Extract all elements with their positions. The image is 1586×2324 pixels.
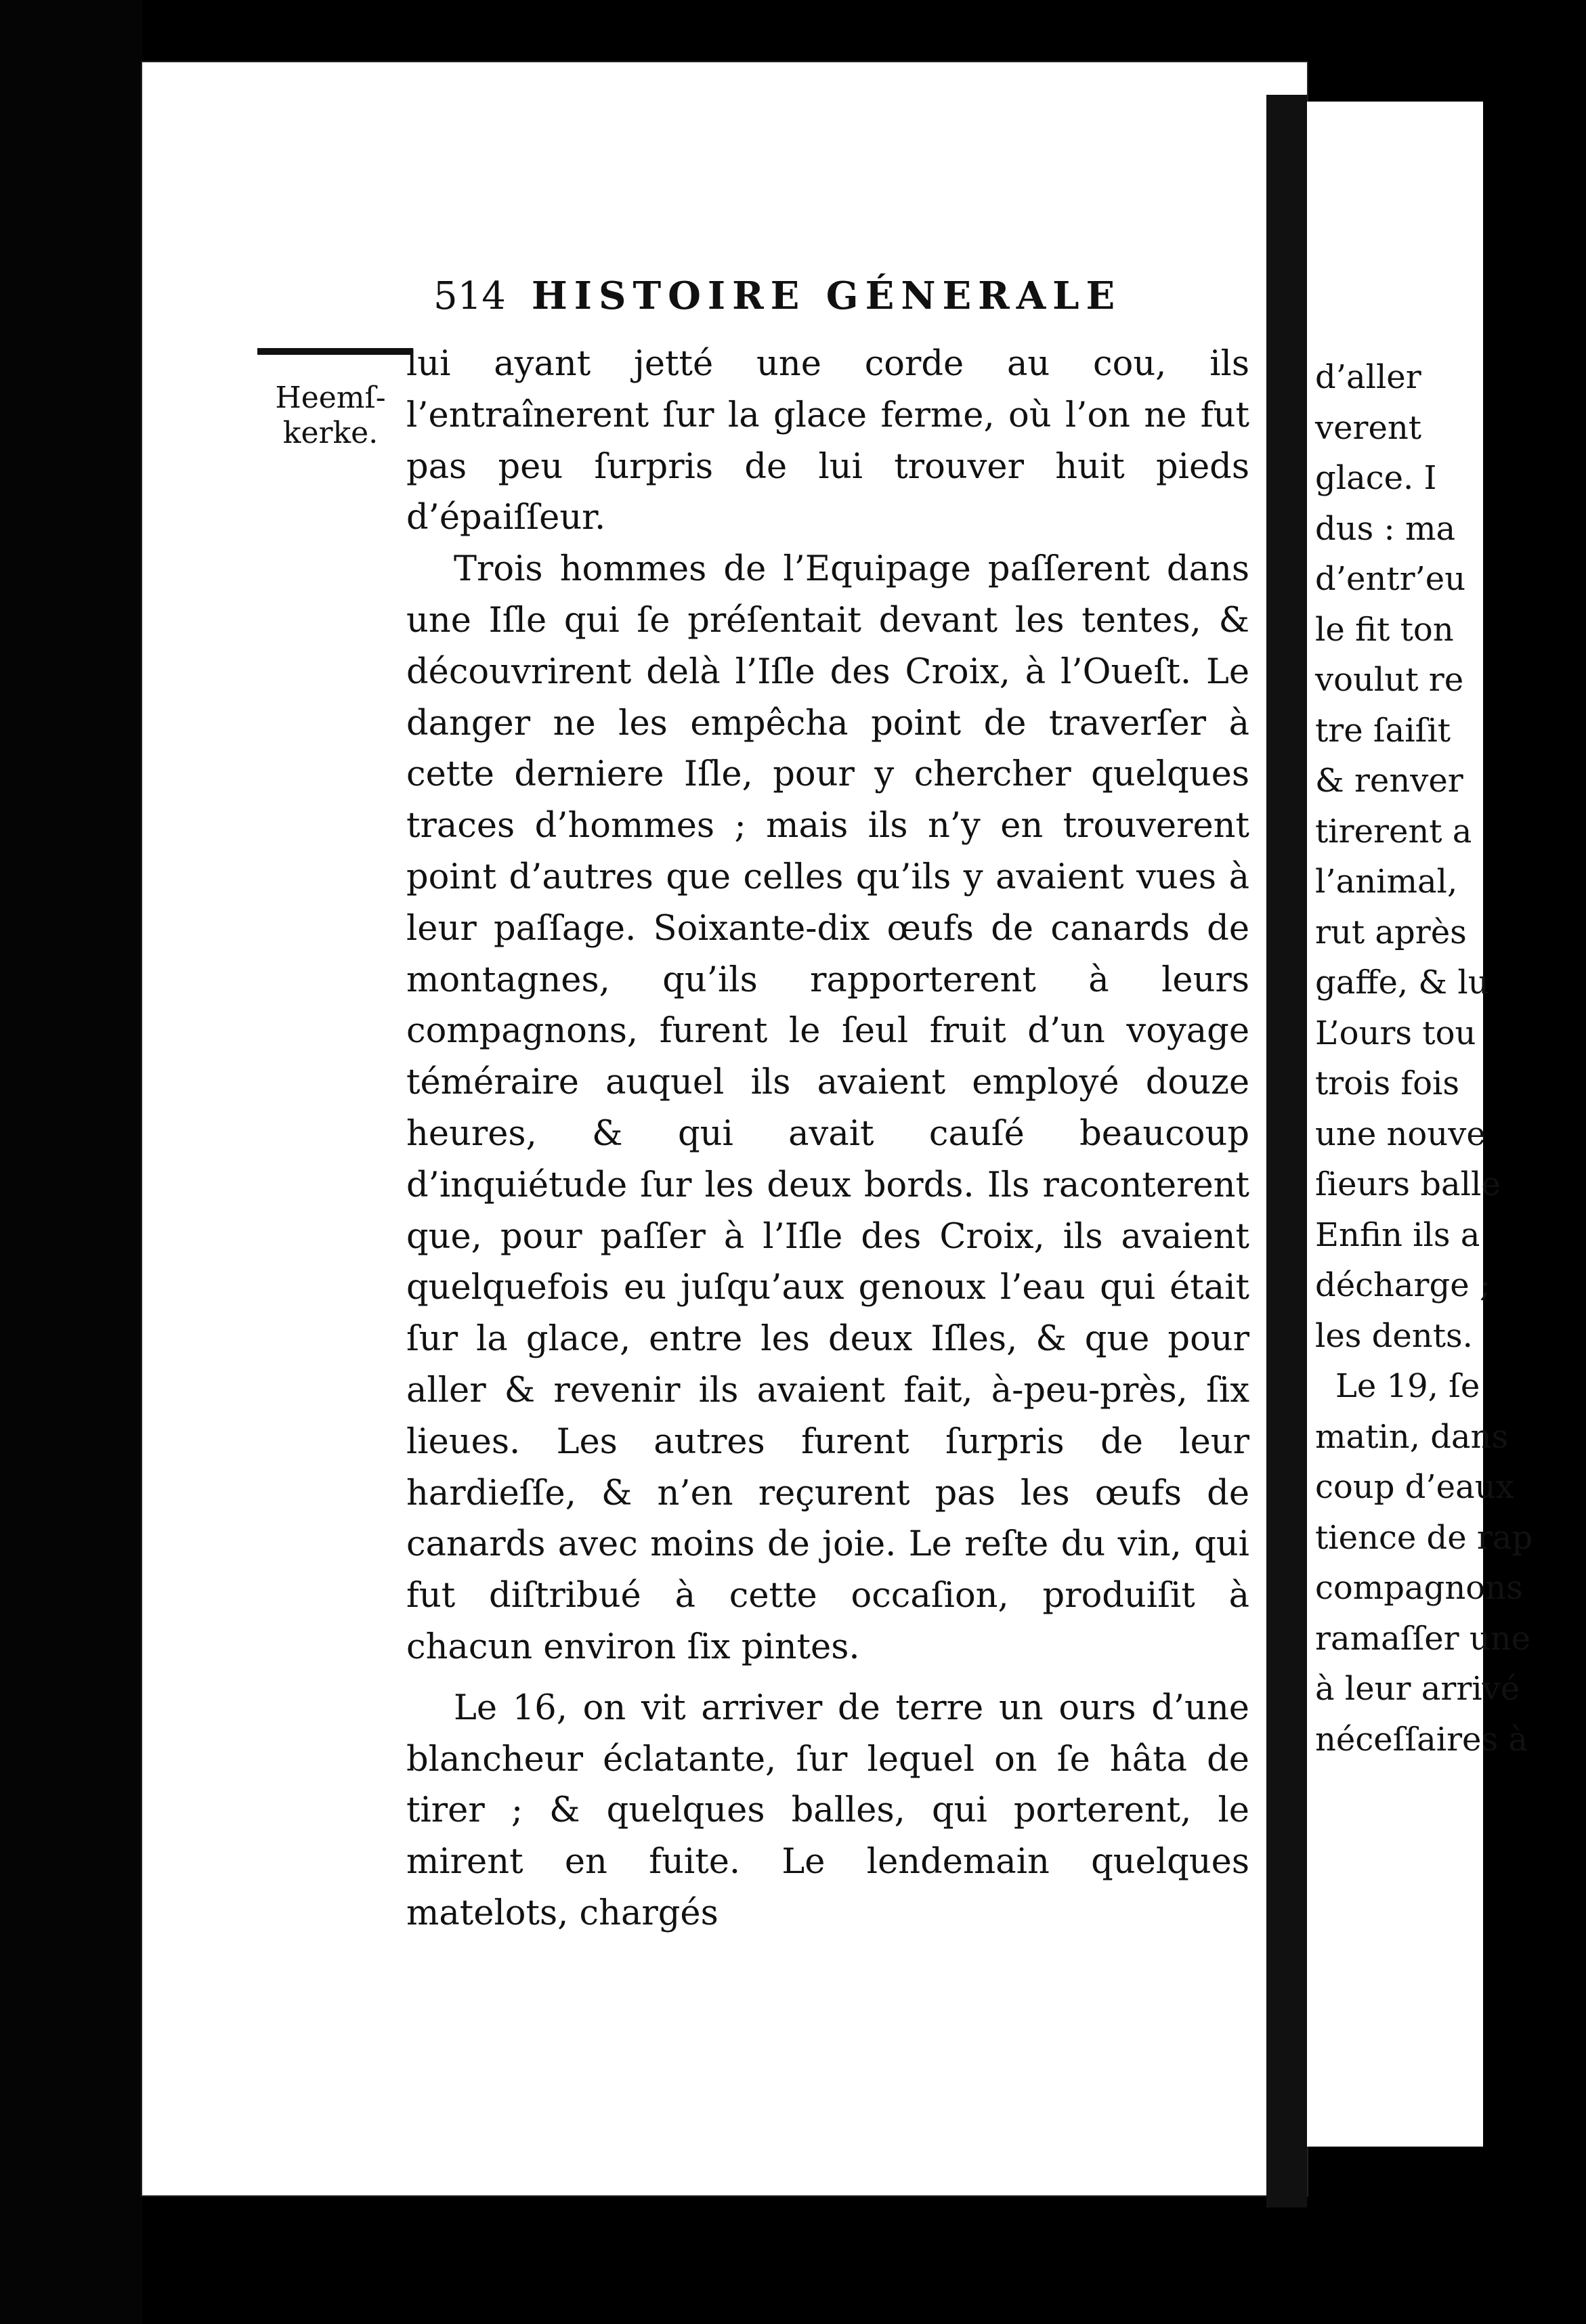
right-line: matin, dans bbox=[1315, 1417, 1509, 1456]
right-line: une nouve bbox=[1315, 1115, 1486, 1153]
right-line: dus : ma bbox=[1315, 509, 1456, 548]
right-line: tience de rap bbox=[1315, 1518, 1533, 1557]
right-line: décharge ; bbox=[1315, 1266, 1491, 1304]
right-line: l’animal, bbox=[1315, 863, 1458, 901]
right-line: ramaſſer une bbox=[1315, 1619, 1531, 1658]
paragraph: Trois hommes de l’Equipage paſſerent dans une Iſle qui ſe préſentait devant les tentes, & découvrirent delà l’Iſle des Croix, à l’Oueſt. Le danger ne les empêcha point de traverſer à cette derniere Iſle, pour y chercher quelques traces d’hommes ; mais ils n’y en trouverent point d’autres que celles qu’ils y avaient vues à leur paſſage. Soixante-dix œufs de canards de montagnes, qu’ils rapporterent à leurs compagnons, furent le ſeul fruit d’un voyage téméraire auquel ils avaient employé douze heures, & qui avait cauſé beaucoup d’inquiétude ſur les deux bords. Ils raconterent que, pour paſſer à l’Iſle des Croix, ils avaient quelquefois eu juſqu’aux genoux l’eau qui était ſur la glace, entre les deux Iſles, & que pour aller & revenir ils avaient fait, à-peu-près, ſix lieues. Les autres furent ſurpris de leur hardieſſe, & n’en reçurent pas les œufs de canards avec moins de joie. Le reſte du vin, qui fut diſtribué à cette occaſion, produiſit à chacun environ ſix pintes. bbox=[406, 549, 1249, 1667]
right-line: coup d’eaux bbox=[1315, 1468, 1514, 1506]
right-line: L’ours tou bbox=[1315, 1014, 1476, 1052]
right-line: compagnons bbox=[1315, 1569, 1523, 1607]
right-line: les dents. bbox=[1315, 1316, 1473, 1355]
right-line: néceſſaires à bbox=[1315, 1720, 1528, 1759]
right-line: tre ſaiſit bbox=[1315, 711, 1451, 750]
right-line: tirerent a bbox=[1315, 812, 1472, 851]
running-title: HISTOIRE GÉNERALE bbox=[531, 274, 1122, 318]
right-line: d’entr’eu bbox=[1315, 560, 1466, 598]
paragraph: lui ayant jetté une corde au cou, ils l’entraînerent ſur la glace ferme, où l’on ne fut pas peu ſurpris de lui trouver huit pieds d’épaiſſeur. bbox=[406, 344, 1249, 538]
margin-note: Heemſ- kerke. bbox=[275, 381, 386, 450]
main-text bbox=[406, 339, 1249, 1939]
book-page-right bbox=[1307, 102, 1533, 2147]
right-line: à leur arrivé bbox=[1315, 1670, 1520, 1708]
right-line: rut après bbox=[1315, 913, 1467, 951]
right-line: verent bbox=[1315, 408, 1422, 447]
right-line: & renver bbox=[1315, 762, 1463, 800]
right-line: Le 19, ſe bbox=[1335, 1367, 1480, 1405]
margin-rule bbox=[257, 348, 413, 355]
right-line: trois fois bbox=[1315, 1064, 1460, 1102]
paragraph: Le 16, on vit arriver de terre un ours d’une blancheur éclatante, ſur lequel on ſe hâta de tirer ; & quelques balles, qui porterent, le mirent en fuite. Le lendemain quelques matelots, chargés bbox=[406, 1687, 1249, 1933]
right-line: ſieurs balle bbox=[1315, 1165, 1501, 1203]
scan-left-border bbox=[0, 0, 142, 2324]
book-gutter bbox=[1266, 95, 1307, 2208]
right-page-text bbox=[1315, 352, 1586, 1765]
right-line: Enfin ils a bbox=[1315, 1215, 1480, 1254]
right-line: voulut re bbox=[1315, 661, 1464, 699]
right-line: gaffe, & lu bbox=[1315, 964, 1489, 1002]
running-header bbox=[433, 274, 1121, 318]
right-line: glace. I bbox=[1315, 459, 1437, 497]
page-number: 514 bbox=[433, 274, 506, 318]
right-line: le fit ton bbox=[1315, 610, 1454, 649]
right-line: d’aller bbox=[1315, 358, 1421, 396]
